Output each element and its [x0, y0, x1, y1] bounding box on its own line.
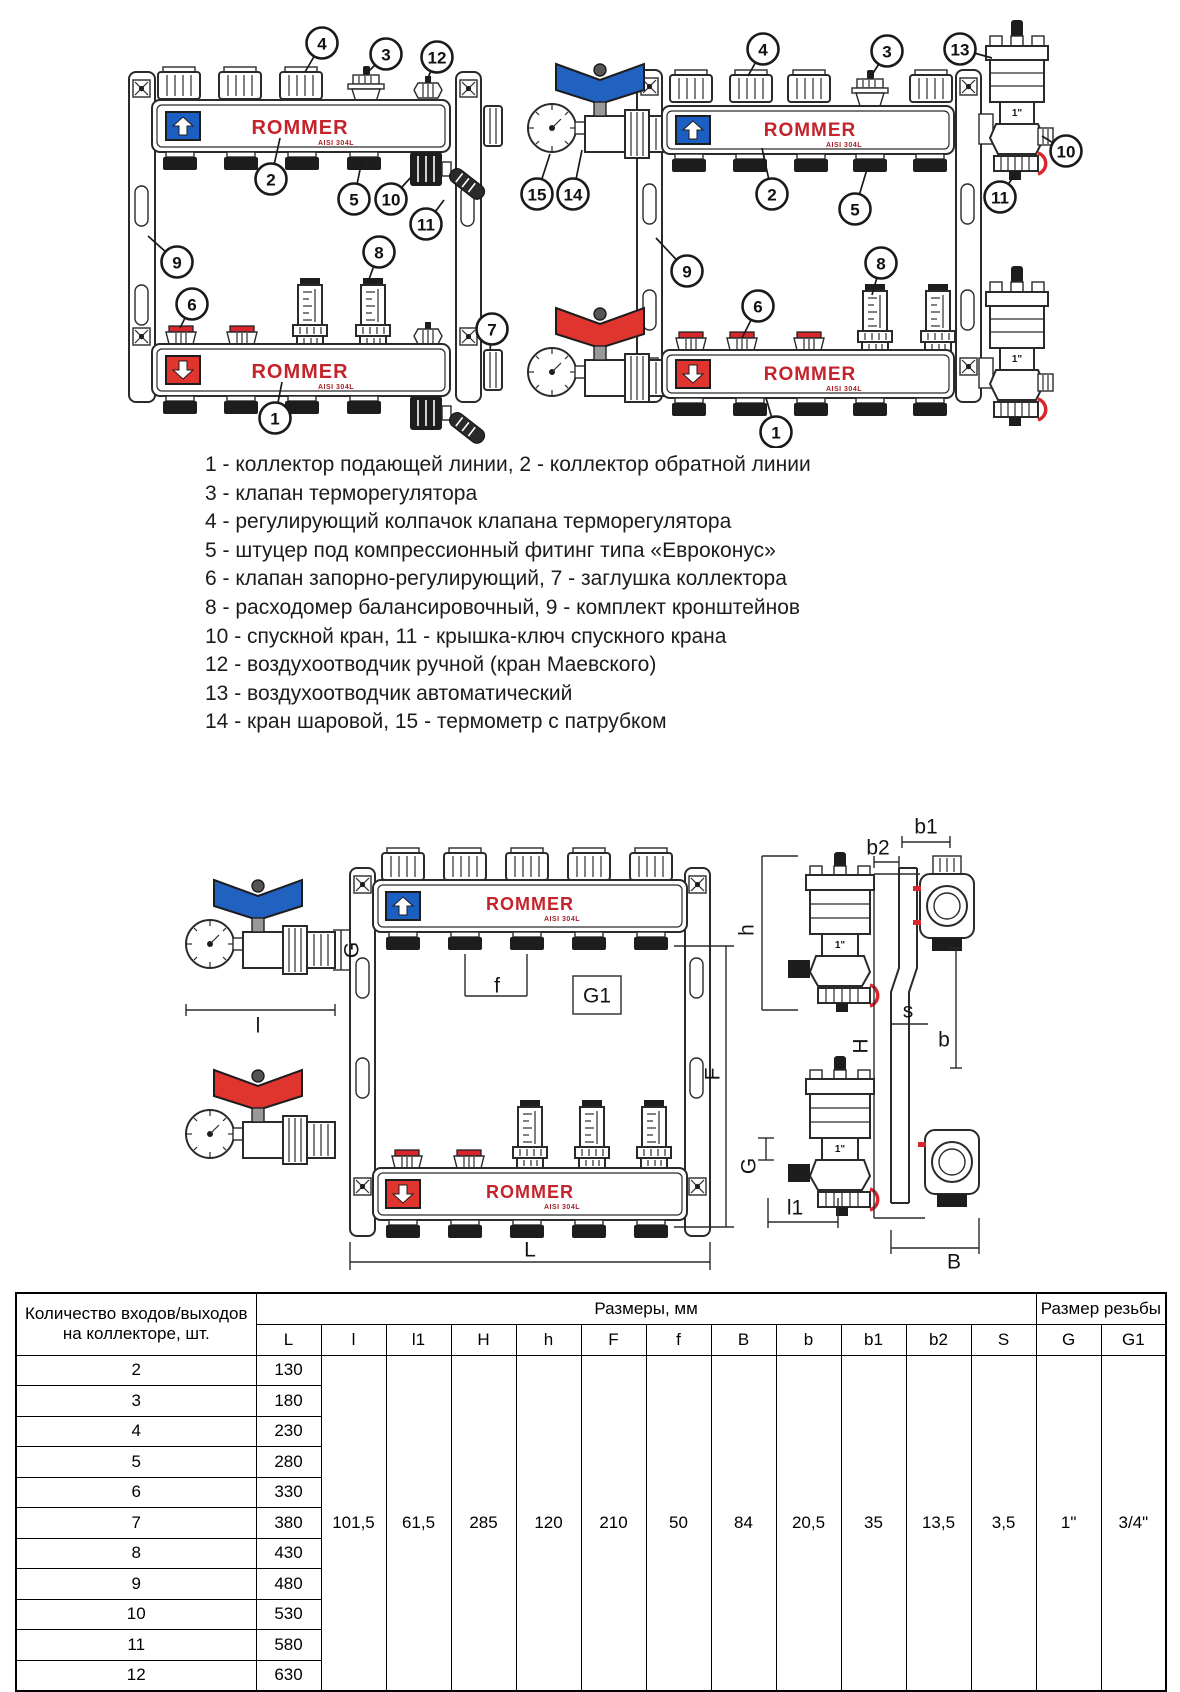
col-header-l: l — [321, 1324, 386, 1355]
svg-text:3: 3 — [381, 45, 391, 65]
cell-shared-b2: 13,5 — [906, 1355, 971, 1691]
cell-shared-S: 3,5 — [971, 1355, 1036, 1691]
auto-air-vent-top — [986, 20, 1053, 180]
legend-line: 12 - воздухоотводчик ручной (кран Маевского) — [205, 653, 657, 677]
svg-text:3: 3 — [882, 42, 892, 62]
svg-text:10: 10 — [1056, 142, 1076, 162]
manifold-diagram-basic — [100, 10, 510, 445]
svg-text:5: 5 — [850, 200, 860, 220]
svg-text:b1: b1 — [914, 815, 938, 839]
cell-L: 530 — [256, 1599, 321, 1630]
legend-line: 8 - расходомер балансировочный, 9 - комплект кронштейнов — [205, 595, 801, 619]
svg-text:6: 6 — [753, 297, 763, 317]
svg-text:B: B — [946, 1250, 962, 1274]
col-header-G: G — [1036, 1324, 1101, 1355]
col-header-b1: b1 — [841, 1324, 906, 1355]
cell-count: 4 — [16, 1416, 256, 1447]
brand-logo: ROMMER — [486, 1182, 574, 1202]
brand-logo: ROMMER — [763, 364, 857, 385]
brand-material: AISI 304L — [543, 916, 581, 923]
valve-detail-red — [186, 1070, 335, 1164]
brand-material: AISI 304L — [317, 384, 355, 391]
manifold-diagram-full-set — [480, 8, 1090, 448]
cell-count: 3 — [16, 1386, 256, 1417]
legend-line: 4 - регулирующий колпачок клапана терморегулятора — [205, 510, 732, 534]
svg-text:8: 8 — [374, 243, 384, 263]
cell-shared-l1: 61,5 — [386, 1355, 451, 1691]
air-vent-detail-top — [788, 852, 878, 1012]
svg-text:9: 9 — [172, 253, 182, 273]
cell-count: 9 — [16, 1569, 256, 1600]
thread-group-header: Размер резьбы — [1036, 1293, 1166, 1324]
brand-material: AISI 304L — [825, 386, 863, 393]
legend-line: 14 - кран шаровой, 15 - термометр с патрубком — [205, 710, 667, 734]
air-vent-detail-bottom — [788, 1056, 878, 1216]
svg-text:F: F — [701, 1067, 725, 1081]
cell-shared-F: 210 — [581, 1355, 646, 1691]
cell-L: 430 — [256, 1538, 321, 1569]
svg-text:10: 10 — [381, 190, 401, 210]
cell-shared-f: 50 — [646, 1355, 711, 1691]
cell-L: 180 — [256, 1386, 321, 1417]
brand-logo: ROMMER — [251, 117, 349, 139]
cell-L: 630 — [256, 1660, 321, 1691]
svg-text:4: 4 — [317, 34, 327, 54]
legend-line: 1 - коллектор подающей линии, 2 - коллектор обратной линии — [205, 453, 811, 476]
legend-line: 5 - штуцер под компрессионный фитинг типа «Евроконус» — [205, 538, 776, 562]
cell-count: 2 — [16, 1355, 256, 1386]
cell-count: 11 — [16, 1630, 256, 1661]
svg-text:G: G — [340, 941, 364, 959]
table-row — [16, 1355, 1166, 1386]
brand-material: AISI 304L — [825, 142, 863, 149]
svg-text:2: 2 — [266, 170, 276, 190]
svg-text:6: 6 — [187, 295, 197, 315]
cell-L: 580 — [256, 1630, 321, 1661]
cell-L: 380 — [256, 1508, 321, 1539]
cell-shared-l: 101,5 — [321, 1355, 386, 1691]
svg-text:2: 2 — [767, 185, 777, 205]
cell-count: 8 — [16, 1538, 256, 1569]
legend-line: 3 - клапан терморегулятора — [205, 481, 478, 505]
svg-text:s: s — [902, 999, 914, 1023]
svg-text:l1: l1 — [786, 1196, 804, 1220]
legend-line: 10 - спускной кран, 11 - крышка-ключ спускного крана — [205, 624, 727, 648]
parts-legend — [205, 451, 811, 737]
cell-L: 230 — [256, 1416, 321, 1447]
auto-air-vent-bottom — [986, 266, 1053, 426]
svg-text:l: l — [255, 1014, 261, 1038]
legend-line: 6 - клапан запорно-регулирующий, 7 - заглушка коллектора — [205, 567, 787, 591]
svg-text:1: 1 — [270, 409, 280, 429]
svg-text:h: h — [735, 924, 759, 936]
cell-shared-H: 285 — [451, 1355, 516, 1691]
col-header-H: H — [451, 1324, 516, 1355]
brand-logo: ROMMER — [763, 120, 857, 141]
col-header-l1: l1 — [386, 1324, 451, 1355]
svg-text:4: 4 — [758, 40, 768, 60]
svg-text:11: 11 — [991, 188, 1009, 208]
svg-text:H: H — [849, 1038, 873, 1054]
col-header-F: F — [581, 1324, 646, 1355]
svg-text:11: 11 — [417, 215, 435, 235]
svg-text:14: 14 — [563, 185, 583, 205]
brand-logo: ROMMER — [486, 894, 574, 914]
cell-count: 12 — [16, 1660, 256, 1691]
dimensional-drawing — [130, 778, 1140, 1283]
cell-shared-b: 20,5 — [776, 1355, 841, 1691]
svg-text:G1: G1 — [582, 984, 612, 1008]
svg-text:15: 15 — [527, 185, 547, 205]
table-header-row — [16, 1293, 1166, 1324]
sizes-group-header: Размеры, мм — [256, 1293, 1036, 1324]
cell-shared-G: 1" — [1036, 1355, 1101, 1691]
brand-logo: ROMMER — [251, 361, 349, 383]
col-header-f: f — [646, 1324, 711, 1355]
col-header-G1: G1 — [1101, 1324, 1166, 1355]
svg-text:b: b — [938, 1028, 950, 1052]
brand-material: AISI 304L — [543, 1204, 581, 1211]
svg-text:f: f — [494, 974, 500, 998]
col-header-S: S — [971, 1324, 1036, 1355]
col-header-L: L — [256, 1324, 321, 1355]
svg-text:7: 7 — [487, 320, 497, 340]
svg-text:12: 12 — [427, 48, 447, 68]
cell-L: 280 — [256, 1447, 321, 1478]
return-manifold-bar — [152, 66, 502, 202]
cell-shared-h: 120 — [516, 1355, 581, 1691]
svg-text:9: 9 — [682, 262, 692, 282]
side-section-view — [874, 836, 979, 1254]
cell-L: 480 — [256, 1569, 321, 1600]
svg-text:1: 1 — [771, 423, 781, 443]
svg-text:8: 8 — [876, 254, 886, 274]
svg-text:5: 5 — [349, 190, 359, 210]
cell-count: 6 — [16, 1477, 256, 1508]
cell-count: 10 — [16, 1599, 256, 1630]
col-header-b: b — [776, 1324, 841, 1355]
cell-shared-b1: 35 — [841, 1355, 906, 1691]
cell-count: 5 — [16, 1447, 256, 1478]
cell-count: 7 — [16, 1508, 256, 1539]
cell-shared-G1: 3/4" — [1101, 1355, 1166, 1691]
manifold-front-view — [350, 848, 734, 1270]
col-header-h: h — [516, 1324, 581, 1355]
col1-header: Количество входов/выходов на коллекторе, шт. — [16, 1293, 256, 1355]
cell-shared-B: 84 — [711, 1355, 776, 1691]
legend-line: 13 - воздухоотводчик автоматический — [205, 681, 573, 705]
svg-text:13: 13 — [950, 40, 970, 60]
cell-L: 130 — [256, 1355, 321, 1386]
valve-detail-blue — [186, 880, 349, 1016]
col-header-b2: b2 — [906, 1324, 971, 1355]
col-header-B: B — [711, 1324, 776, 1355]
svg-text:b2: b2 — [866, 836, 890, 860]
dimensions-table — [15, 1292, 1167, 1692]
svg-text:G: G — [737, 1157, 761, 1175]
svg-text:L: L — [524, 1238, 536, 1262]
brand-material: AISI 304L — [317, 140, 355, 147]
cell-L: 330 — [256, 1477, 321, 1508]
